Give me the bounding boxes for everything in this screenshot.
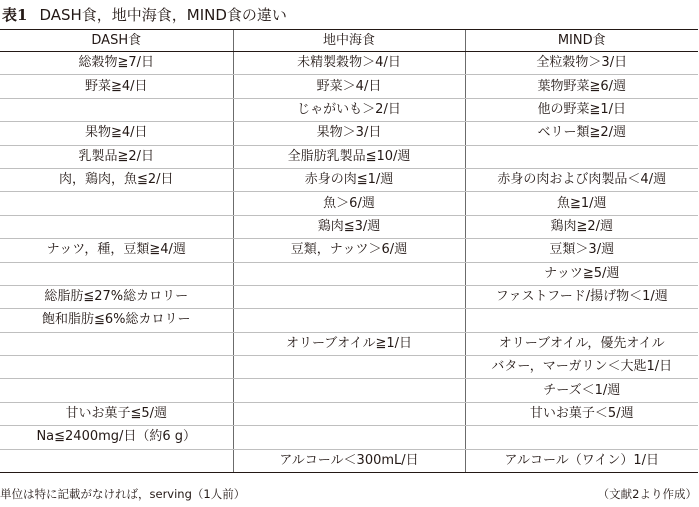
cell-dash xyxy=(0,215,233,238)
cell-mind: 豆類＞3/週 xyxy=(465,239,698,262)
cell-dash: 肉，鶏肉，魚≦2/日 xyxy=(0,168,233,191)
cell-mind: 他の野菜≧1/日 xyxy=(465,98,698,121)
table-row xyxy=(0,122,698,145)
cell-dash xyxy=(0,262,233,285)
cell-dash: 総脂肪≦27%総カロリー xyxy=(0,285,233,308)
header-row xyxy=(0,30,698,52)
cell-mediterranean: 未精製穀物＞4/日 xyxy=(233,52,465,75)
cell-mediterranean: 豆類，ナッツ＞6/週 xyxy=(233,239,465,262)
cell-mediterranean: 魚＞6/週 xyxy=(233,192,465,215)
table-row xyxy=(0,285,698,308)
table-row xyxy=(0,356,698,379)
cell-mind: 鶏肉≧2/週 xyxy=(465,215,698,238)
cell-mediterranean xyxy=(233,356,465,379)
diet-comparison-table xyxy=(0,29,698,473)
source-note: （文献2より作成） xyxy=(597,487,697,501)
cell-dash xyxy=(0,379,233,402)
cell-dash xyxy=(0,192,233,215)
table-row xyxy=(0,215,698,238)
cell-mind: 甘いお菓子＜5/週 xyxy=(465,402,698,425)
table-row xyxy=(0,379,698,402)
cell-dash: 果物≧4/日 xyxy=(0,122,233,145)
cell-mind: オリーブオイル，優先オイル xyxy=(465,332,698,355)
cell-dash: 飽和脂肪≦6%総カロリー xyxy=(0,309,233,332)
cell-mind: ナッツ≧5/週 xyxy=(465,262,698,285)
header-mind: MIND食 xyxy=(465,30,698,52)
table-number: 表1 xyxy=(2,6,28,24)
table-row xyxy=(0,192,698,215)
table-row xyxy=(0,426,698,449)
cell-mind: ファストフード/揚げ物＜1/週 xyxy=(465,285,698,308)
cell-mediterranean: 赤身の肉≦1/週 xyxy=(233,168,465,191)
cell-mediterranean: 全脂肪乳製品≦10/週 xyxy=(233,145,465,168)
cell-dash: ナッツ，種，豆類≧4/週 xyxy=(0,239,233,262)
table-title: DASH食，地中海食，MIND食の違い xyxy=(39,6,287,24)
header-mediterranean: 地中海食 xyxy=(233,30,465,52)
table-row xyxy=(0,239,698,262)
cell-mind: バター，マーガリン＜大匙1/日 xyxy=(465,356,698,379)
header-dash: DASH食 xyxy=(0,30,233,52)
unit-note: 単位は特に記載がなければ，serving（1人前） xyxy=(0,487,246,501)
cell-mind: 魚≧1/週 xyxy=(465,192,698,215)
cell-mediterranean xyxy=(233,262,465,285)
table-row xyxy=(0,262,698,285)
cell-mediterranean xyxy=(233,426,465,449)
table-row xyxy=(0,168,698,191)
cell-dash: 甘いお菓子≦5/週 xyxy=(0,402,233,425)
cell-mediterranean: オリーブオイル≧1/日 xyxy=(233,332,465,355)
cell-mediterranean: アルコール＜300mL/日 xyxy=(233,449,465,472)
cell-mind xyxy=(465,309,698,332)
cell-mind: チーズ＜1/週 xyxy=(465,379,698,402)
table-row xyxy=(0,52,698,75)
cell-mediterranean xyxy=(233,285,465,308)
cell-mediterranean xyxy=(233,309,465,332)
cell-dash: Na≦2400mg/日（約6 g） xyxy=(0,426,233,449)
cell-dash xyxy=(0,98,233,121)
table-row xyxy=(0,332,698,355)
cell-mind: ベリー類≧2/週 xyxy=(465,122,698,145)
cell-dash xyxy=(0,449,233,472)
cell-mediterranean: 鶏肉≦3/週 xyxy=(233,215,465,238)
cell-dash xyxy=(0,332,233,355)
cell-mediterranean: じゃがいも＞2/日 xyxy=(233,98,465,121)
cell-mind xyxy=(465,145,698,168)
cell-mediterranean xyxy=(233,379,465,402)
table-body xyxy=(0,52,698,473)
cell-mediterranean: 果物＞3/日 xyxy=(233,122,465,145)
table-caption xyxy=(2,5,287,25)
table-row xyxy=(0,145,698,168)
cell-mind: 赤身の肉および肉製品＜4/週 xyxy=(465,168,698,191)
cell-mediterranean xyxy=(233,402,465,425)
table-row xyxy=(0,98,698,121)
cell-dash: 乳製品≧2/日 xyxy=(0,145,233,168)
table-row xyxy=(0,449,698,472)
cell-mind xyxy=(465,426,698,449)
cell-mind: アルコール（ワイン）1/日 xyxy=(465,449,698,472)
table-row xyxy=(0,402,698,425)
table-row xyxy=(0,75,698,98)
table-row xyxy=(0,309,698,332)
cell-dash xyxy=(0,356,233,379)
cell-mind: 葉物野菜≧6/週 xyxy=(465,75,698,98)
cell-mediterranean: 野菜＞4/日 xyxy=(233,75,465,98)
cell-dash: 総穀物≧7/日 xyxy=(0,52,233,75)
cell-dash: 野菜≧4/日 xyxy=(0,75,233,98)
cell-mind: 全粒穀物＞3/日 xyxy=(465,52,698,75)
